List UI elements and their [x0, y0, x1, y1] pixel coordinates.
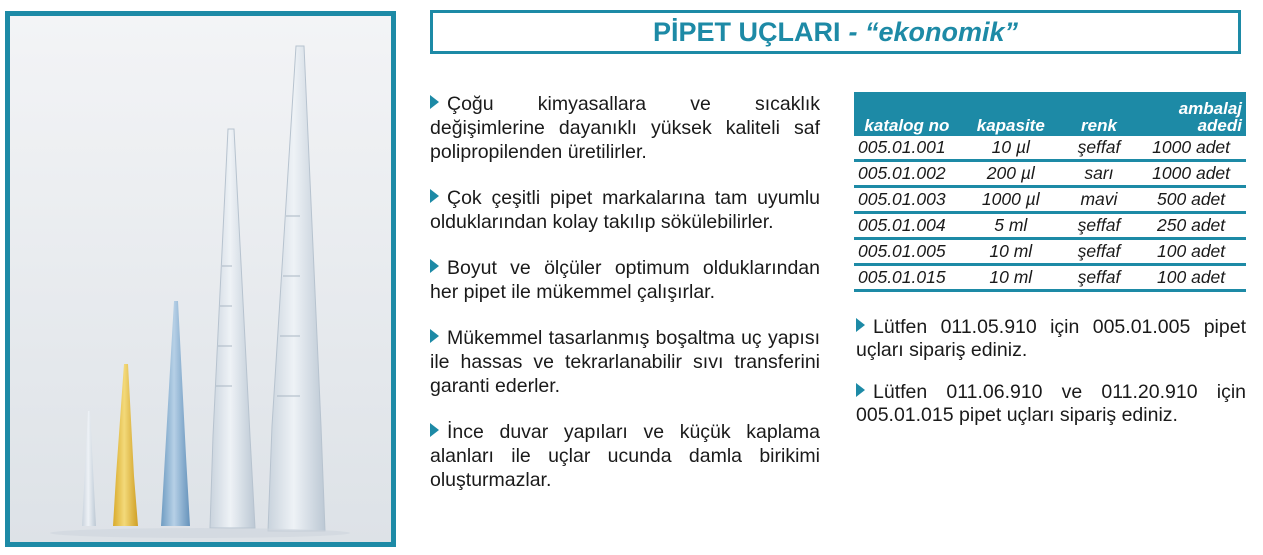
cell-catalog-no: 005.01.004 [854, 213, 960, 239]
cell-catalog-no: 005.01.003 [854, 187, 960, 213]
feature-item: Mükemmel tasarlanmış boşaltma uç yapısı ile hassas ve tekrarlanabilir sıvı transferini garanti ederler. [430, 327, 820, 397]
table-row [854, 265, 1246, 291]
cell-catalog-no: 005.01.015 [854, 265, 960, 291]
chevron-right-icon [430, 423, 439, 437]
cell-color: sarı [1062, 161, 1136, 187]
cell-package-qty: 1000 adet [1136, 136, 1246, 161]
table-row [854, 213, 1246, 239]
cell-capacity: 10 ml [960, 265, 1062, 291]
cell-capacity: 10 ml [960, 239, 1062, 265]
feature-item: Boyut ve ölçüler optimum olduklarından her pipet ile mükemmel çalışırlar. [430, 257, 820, 303]
cell-catalog-no: 005.01.005 [854, 239, 960, 265]
table-row [854, 187, 1246, 213]
feature-list [430, 92, 820, 514]
cell-color: mavi [1062, 187, 1136, 213]
cell-package-qty: 1000 adet [1136, 161, 1246, 187]
chevron-right-icon [430, 189, 439, 203]
header-catalog-no: katalog no [854, 92, 960, 136]
page-title [430, 10, 1241, 54]
feature-item: İnce duvar yapıları ve küçük kaplama alanları ile uçlar ucunda damla birikimi oluşturmazlar. [430, 421, 820, 491]
note-item: Lütfen 011.05.910 için 005.01.005 pipet uçları sipariş ediniz. [856, 316, 1246, 361]
cell-capacity: 200 µl [960, 161, 1062, 187]
chevron-right-icon [856, 383, 865, 397]
pipette-tips-illustration [10, 16, 391, 542]
chevron-right-icon [430, 329, 439, 343]
catalog-table [854, 92, 1246, 292]
table-header-row [854, 92, 1246, 136]
header-color: renk [1062, 92, 1136, 136]
title-main: PİPET UÇLARI [652, 16, 841, 47]
chevron-right-icon [856, 318, 865, 332]
cell-color: şeffaf [1062, 136, 1136, 161]
table-row [854, 136, 1246, 161]
feature-item: Çok çeşitli pipet markalarına tam uyumlu olduklarından kolay takılıp sökülebilirler. [430, 187, 820, 233]
chevron-right-icon [430, 95, 439, 109]
order-notes [856, 316, 1246, 446]
table-row [854, 161, 1246, 187]
header-capacity: kapasite [960, 92, 1062, 136]
cell-capacity: 10 µl [960, 136, 1062, 161]
title-subtitle: - “ekonomik” [848, 16, 1019, 47]
cell-color: şeffaf [1062, 239, 1136, 265]
cell-package-qty: 100 adet [1136, 239, 1246, 265]
table-row [854, 239, 1246, 265]
cell-catalog-no: 005.01.001 [854, 136, 960, 161]
cell-capacity: 1000 µl [960, 187, 1062, 213]
product-photo [5, 11, 396, 547]
cell-package-qty: 100 adet [1136, 265, 1246, 291]
cell-package-qty: 250 adet [1136, 213, 1246, 239]
note-item: Lütfen 011.06.910 ve 011.20.910 için 005.01.015 pipet uçları sipariş ediniz. [856, 381, 1246, 426]
feature-item: Çoğu kimyasallara ve sıcaklık değişimlerine dayanıklı yüksek kaliteli saf polipropilenden üretilirler. [430, 93, 820, 163]
cell-color: şeffaf [1062, 213, 1136, 239]
cell-capacity: 5 ml [960, 213, 1062, 239]
chevron-right-icon [430, 259, 439, 273]
cell-package-qty: 500 adet [1136, 187, 1246, 213]
header-package-qty: ambalaj adedi [1136, 92, 1246, 136]
cell-catalog-no: 005.01.002 [854, 161, 960, 187]
cell-color: şeffaf [1062, 265, 1136, 291]
